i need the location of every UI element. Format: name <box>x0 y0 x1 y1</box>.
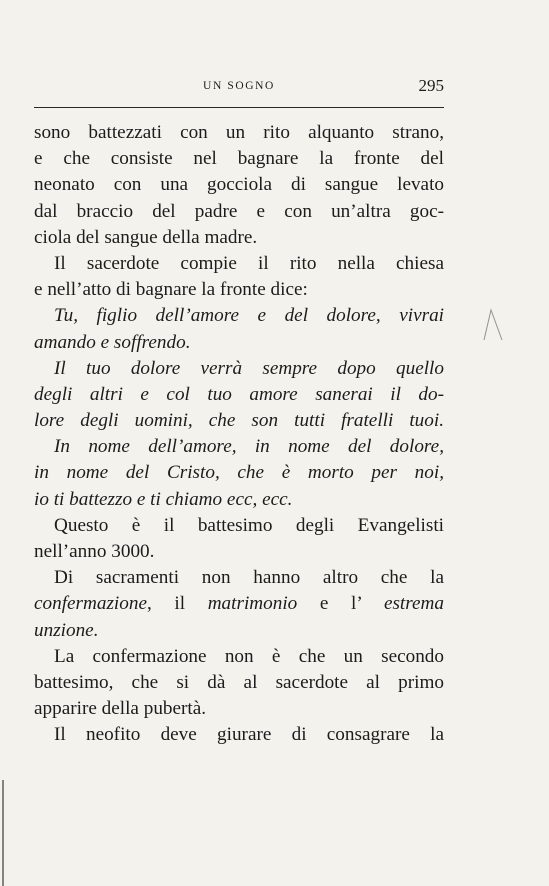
text-line <box>34 487 444 513</box>
text-line <box>34 120 444 146</box>
text-line <box>34 303 444 329</box>
text-run: lore degli uomini, che son tutti fratelli tuoi. <box>34 410 444 432</box>
text-run: , il <box>146 593 208 615</box>
text-run: e che consiste nel bagnare la fronte del <box>34 148 444 170</box>
text-line <box>34 225 444 251</box>
text-line <box>34 696 444 722</box>
text-line <box>34 591 444 617</box>
text-run: degli altri e col tuo amore sanerai il do- <box>34 383 444 405</box>
text-line <box>34 330 444 356</box>
text-line <box>34 382 444 408</box>
text-run: In nome dell’amore, in nome del dolore, <box>54 436 444 458</box>
text-run: io ti battezzo e ti chiamo ecc, ecc. <box>34 488 293 510</box>
text-run: unzione. <box>34 619 99 641</box>
text-run: sono battezzati con un rito alquanto strano, <box>34 122 444 143</box>
text-line <box>34 434 444 460</box>
text-run: La confermazione non è che un secondo <box>54 645 444 667</box>
text-line <box>34 565 444 591</box>
text-line <box>34 199 444 225</box>
text-run: nell’anno 3000. <box>34 541 155 562</box>
text-run: e nell’atto di bagnare la fronte dice: <box>34 279 308 301</box>
text-run: amando e soffrendo. <box>34 331 191 353</box>
text-run: confermazione <box>34 593 147 615</box>
text-line <box>34 356 444 382</box>
text-line <box>34 722 444 748</box>
running-title: UN SOGNO <box>203 80 275 92</box>
text-line <box>34 251 444 277</box>
text-run: Il sacerdote compie il rito nella chiesa <box>54 252 444 274</box>
page-number: 295 <box>418 76 444 95</box>
text-line <box>34 539 444 565</box>
pencil-mark-icon <box>482 306 504 346</box>
text-run: Questo è il battesimo degli Evangelisti <box>54 514 444 536</box>
text-run: Tu, figlio dell’amore e del dolore, vivrai <box>54 305 444 327</box>
page-edge-shadow <box>2 780 4 886</box>
text-line <box>34 408 444 434</box>
text-line <box>34 670 444 696</box>
text-line <box>34 460 444 486</box>
text-line <box>34 513 444 539</box>
text-line <box>34 277 444 303</box>
text-run: matrimonio <box>207 593 298 615</box>
text-run: Il tuo dolore verrà sempre dopo quello <box>54 357 444 379</box>
text-line <box>34 146 444 172</box>
text-run: neonato con una gocciola di sangue levato <box>34 174 444 196</box>
text-run: dal braccio del padre e con un’altra goc- <box>34 200 444 222</box>
text-run: in nome del Cristo, che è morto per noi, <box>34 462 444 484</box>
text-line <box>34 618 444 644</box>
body-text <box>34 120 444 749</box>
text-run: estrema <box>383 593 444 615</box>
text-line <box>34 172 444 198</box>
text-run: Di sacramenti non hanno altro che la <box>54 567 444 589</box>
text-run: Il neofito deve giurare di consagrare la <box>54 724 444 746</box>
text-line <box>34 644 444 670</box>
text-run: e l’ <box>297 593 384 615</box>
text-run: ciola del sangue della madre. <box>34 226 258 248</box>
page-header <box>34 76 444 98</box>
text-run: apparire della pubertà. <box>34 698 207 720</box>
header-rule <box>34 107 444 108</box>
text-run: battesimo, che si dà al sacerdote al primo <box>34 671 444 693</box>
